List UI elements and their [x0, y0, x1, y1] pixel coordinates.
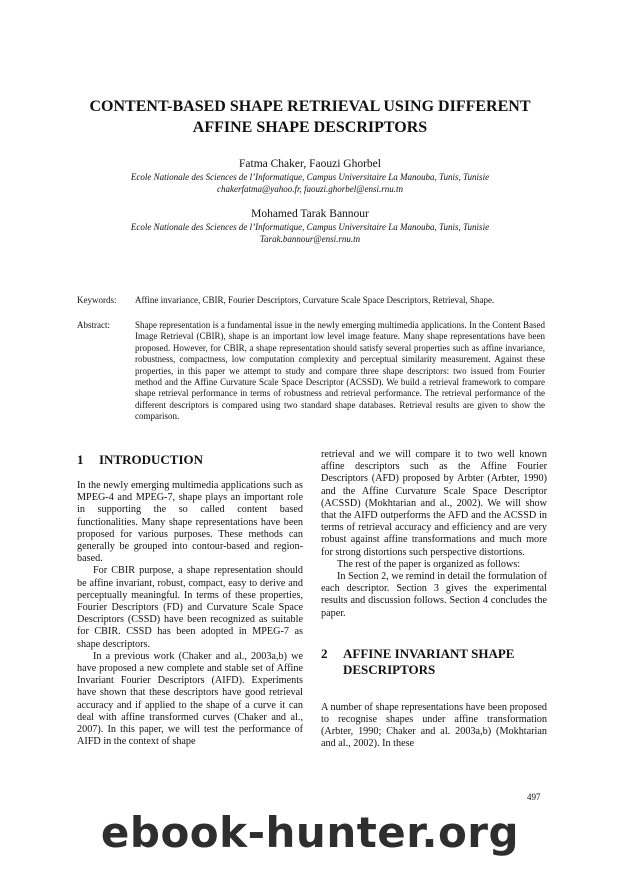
watermark: ebook-hunter.org	[100, 808, 520, 857]
section-2-title-line-2: DESCRIPTORS	[343, 661, 436, 677]
section-2-paragraph-1: A number of shape representations have been proposed to recognise shapes under affine transformation (Arbter, 1990; Chaker and al. 2003a,b) (Mokhtarian and al., 2002). In these	[321, 701, 547, 750]
keywords-text: Affine invariance, CBIR, Fourier Descriptors, Curvature Scale Space Descriptors, Retrieval, Shape.	[135, 295, 495, 305]
affiliation-1: Ecole Nationale des Sciences de l’Informatique, Campus Universitaire La Manouba, Tunis, Tunisie	[130, 172, 490, 182]
intro-paragraph-4: The rest of the paper is organized as follows:	[337, 558, 521, 570]
section-2-title-line-1: AFFINE INVARIANT SHAPE	[343, 645, 515, 661]
email-2: Tarak.bannour@ensi.rnu.tn	[259, 234, 361, 244]
abstract-text: Shape representation is a fundamental issue in the newly emerging multimedia applications. In the Content Based Image Retrieval (CBIR), shape is an important low level image feature. Many shape representations have been proposed. However, for CBIR, a shape representation should satisfy several properties such as affine invariance, robustness, compactness, low computation complexity and perceptual similarity measurement. Against these properties, in this paper we attempt to study and compare three shape descriptors: two issued from Fourier method and the Affine Curvature Scale Space Descriptor (ACSSD). We build a retrieval framework to compare shape retrieval performance in terms of robustness and retrieval performance. The retrieval performance of the different descriptors is compared using two standard shape databases. Retrieval results are given to show the comparison.	[135, 320, 545, 422]
affiliation-2: Ecole Nationale des Sciences de l’Informatique, Campus Universitaire La Manouba, Tunis, Tunisie	[130, 222, 490, 232]
section-2-number: 2	[321, 645, 328, 661]
page-number: 497	[527, 792, 541, 802]
title-line-2: AFFINE SHAPE DESCRIPTORS	[192, 119, 428, 136]
left-column	[77, 452, 303, 748]
intro-paragraph-3-continued: retrieval and we will compare it to two well known affine descriptors such as the Affine Fourier Descriptors (AFD) proposed by Arbter (Arbter, 1990) and the Affine Curvature Scale Space Descriptor (ACSSD) (Mokhtarian and al., 2002). We will show that the AIFD outperforms the AFD and the ACSSD in terms of retrieval accuracy and efficiency and are very robust against affine transformations and much more for strong distortions such perspective distortions.	[321, 449, 547, 558]
author-line-1: Fatma Chaker, Faouzi Ghorbel	[239, 158, 381, 170]
title-line-1: CONTENT-BASED SHAPE RETRIEVAL USING DIFFERENT	[89, 98, 531, 115]
section-1-title: INTRODUCTION	[99, 452, 204, 467]
email-1: chakerfatma@yahoo.fr, faouzi.ghorbel@ensi.rnu.tn	[216, 184, 404, 194]
section-1-heading	[77, 452, 303, 468]
right-column	[321, 449, 547, 751]
keywords-label: Keywords:	[77, 295, 117, 305]
author-line-2: Mohamed Tarak Bannour	[251, 208, 369, 220]
section-2-heading	[321, 646, 547, 678]
paper-title	[0, 96, 620, 138]
abstract-label: Abstract:	[77, 320, 110, 330]
intro-paragraph-2: For CBIR purpose, a shape representation should be affine invariant, robust, compact, easy to derive and perceptually meaningful. In terms of these properties, Fourier Descriptors (FD) and Curvature Scale Space Descriptors (CSSD) have been recognized as suitable for CBIR. CSSD has been adopted in MPEG-7 as shape descriptors.	[77, 565, 303, 650]
intro-paragraph-5: In Section 2, we remind in detail the formulation of each descriptor. Section 3 gives the experimental results and discussion follows. Section 4 concludes the paper.	[321, 571, 547, 619]
intro-paragraph-1: In the newly emerging multimedia applications such as MPEG-4 and MPEG-7, shape plays an important role in supporting the so called content based functionalities. Many shape representations have been proposed for various purposes. These methods can generally be grouped into contour-based and region-based.	[77, 480, 303, 565]
intro-paragraph-3: In a previous work (Chaker and al., 2003a,b) we have proposed a new complete and stable set of Affine Invariant Fourier Descriptors (AIFD). Experiments have shown that these descriptors have good retrieval accuracy and if applied to the shape of a curve it can deal with affine transformed curves (Chaker and al., 2007). In this paper, we will test the performance of AIFD in the context of shape	[77, 650, 303, 748]
section-1-number: 1	[77, 452, 84, 467]
